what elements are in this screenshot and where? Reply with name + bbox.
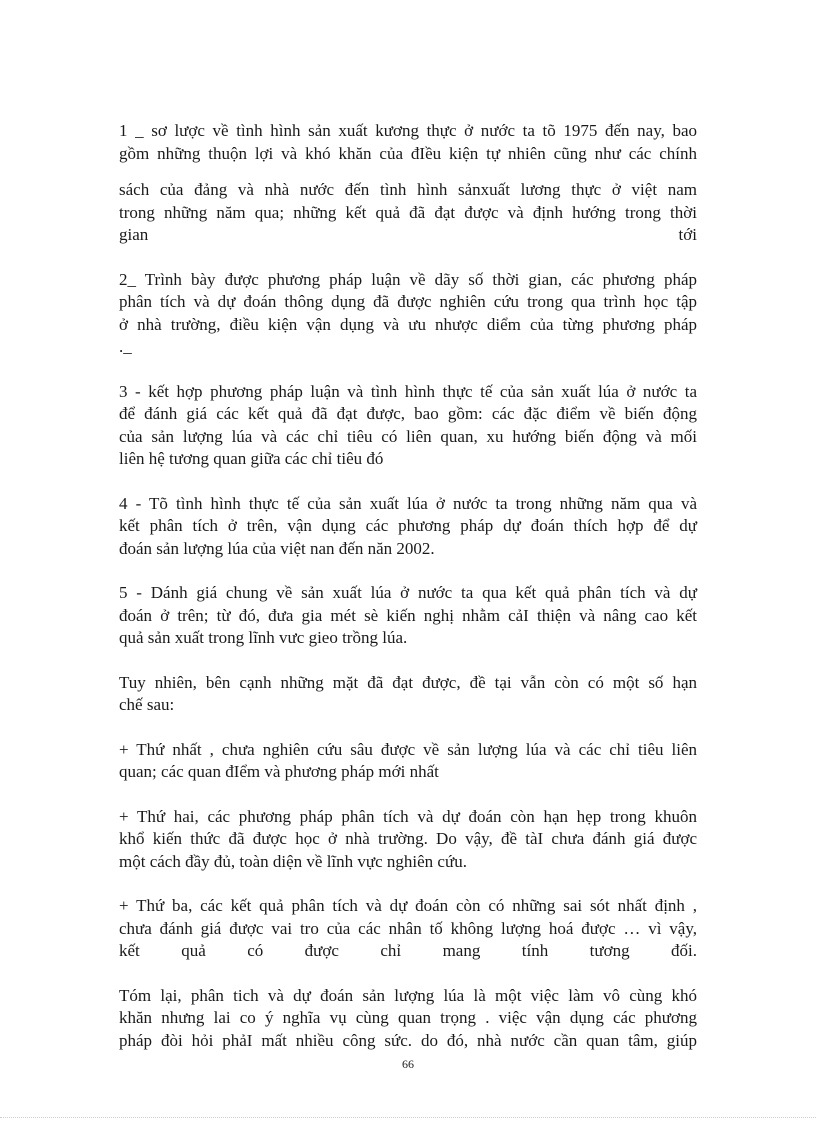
text-line: ._ — [119, 337, 132, 356]
text-line: khăn nhưng lai co ý nghĩa vụ cùng quan trọng . việc vận dụng các phương — [119, 1008, 697, 1027]
text-line: kết quả có được chỉ mang tính tương đối. — [119, 941, 697, 960]
paragraph-8 — [119, 739, 697, 784]
paragraph-1 — [119, 120, 697, 165]
text-line: pháp đòi hỏi phảI mất nhiều công sức. do đó, nhà nước cần quan tâm, giúp — [119, 1030, 697, 1050]
text-line: Tuy nhiên, bên cạnh những mặt đã đạt được, đề tại vẫn còn có một số hạn — [119, 672, 697, 692]
text-line: của sản lượng lúa và các chỉ tiêu có liên quan, xu hướng biến động và mối — [119, 426, 697, 446]
text-line: kết phân tích ở trên, vận dụng các phương pháp dự đoán thích hợp để dự — [119, 516, 697, 535]
text-line: trong những năm qua; những kết quả đã đạt được và định hướng trong thời — [119, 202, 697, 222]
text-line: liên hệ tương quan giữa các chỉ tiêu đó — [119, 449, 384, 468]
paragraph-6 — [119, 582, 697, 650]
text-line: quan; các quan đIểm và phương pháp mới nhất — [119, 762, 439, 781]
text-line: quả sản xuất trong lĩnh vưc gieo trồng lúa. — [119, 628, 408, 647]
text-line: đoán sản lượng lúa của việt nan đến năn 2002. — [119, 538, 435, 558]
text-line: phân tích và dự đoán thông dụng đã được nghiên cứu trong qua trình học tập — [119, 292, 697, 311]
text-line: Tóm lại, phân tich và dự đoán sản lượng lúa là một việc làm vô cùng khó — [119, 985, 697, 1005]
text-line: 3 - kết hợp phương pháp luận và tình hình thực tế của sản xuất lúa ở nước ta — [119, 381, 697, 401]
paragraph-4 — [119, 381, 697, 471]
text-line: chưa đánh giá được vai tro của các nhân tố không lượng hoá được … vì vậy, — [119, 918, 697, 938]
paragraph-5 — [119, 493, 697, 561]
text-line: 2_ Trình bày được phương pháp luận về dãy số thời gian, các phương pháp — [119, 269, 697, 289]
text-line: khổ kiến thức đã được học ở nhà trường. Do vậy, đề tàI chưa đánh giá được — [119, 829, 697, 848]
text-line: để đánh giá các kết quả đã đạt được, bao gồm: các đặc điểm về biến động — [119, 404, 697, 423]
paragraph-9 — [119, 806, 697, 874]
text-line: + Thứ ba, các kết quả phân tích và dự đoán còn có những sai sót nhất định , — [119, 896, 697, 915]
paragraph-7 — [119, 672, 697, 717]
paragraph-10 — [119, 895, 697, 963]
text-line: một cách đầy đủ, toàn diện về lĩnh vực nghiên cứu. — [119, 851, 467, 871]
text-line: gian tới — [119, 225, 697, 244]
paragraph-11 — [119, 985, 697, 1053]
text-line: + Thứ hai, các phương pháp phân tích và dự đoán còn hạn hẹp trong khuôn — [119, 806, 697, 826]
paragraph-3 — [119, 269, 697, 359]
paragraph-2 — [119, 179, 697, 247]
body-text — [119, 120, 697, 1074]
page-divider — [0, 1117, 816, 1118]
text-line: 1 _ sơ lược về tình hình sản xuất kương thực ở nước ta tõ 1975 đến nay, bao — [119, 121, 697, 140]
text-line: đoán ở trên; từ đó, đưa gia mét sè kiến nghị nhằm cảI thiện và nâng cao kết — [119, 605, 697, 625]
text-line: + Thứ nhất , chưa nghiên cứu sâu được về sản lượng lúa và các chỉ tiêu liên — [119, 739, 697, 759]
page-number: 66 — [402, 1057, 414, 1071]
text-line: 5 - Dánh giá chung về sản xuất lúa ở nước ta qua kết quả phân tích và dự — [119, 583, 697, 602]
text-line: ở nhà trường, điều kiện vận dụng và ưu nhược diểm của từng phương pháp — [119, 314, 697, 334]
text-line: 4 - Tõ tình hình thực tế của sản xuất lúa ở nước ta trong những năm qua và — [119, 493, 697, 513]
text-line: gồm những thuộn lợi và khó khăn của đIều kiện tự nhiên cũng như các chính — [119, 143, 697, 163]
text-line: chế sau: — [119, 695, 175, 714]
text-line: sách của đảng và nhà nước đến tình hình sảnxuất lương thực ở việt nam — [119, 180, 697, 199]
